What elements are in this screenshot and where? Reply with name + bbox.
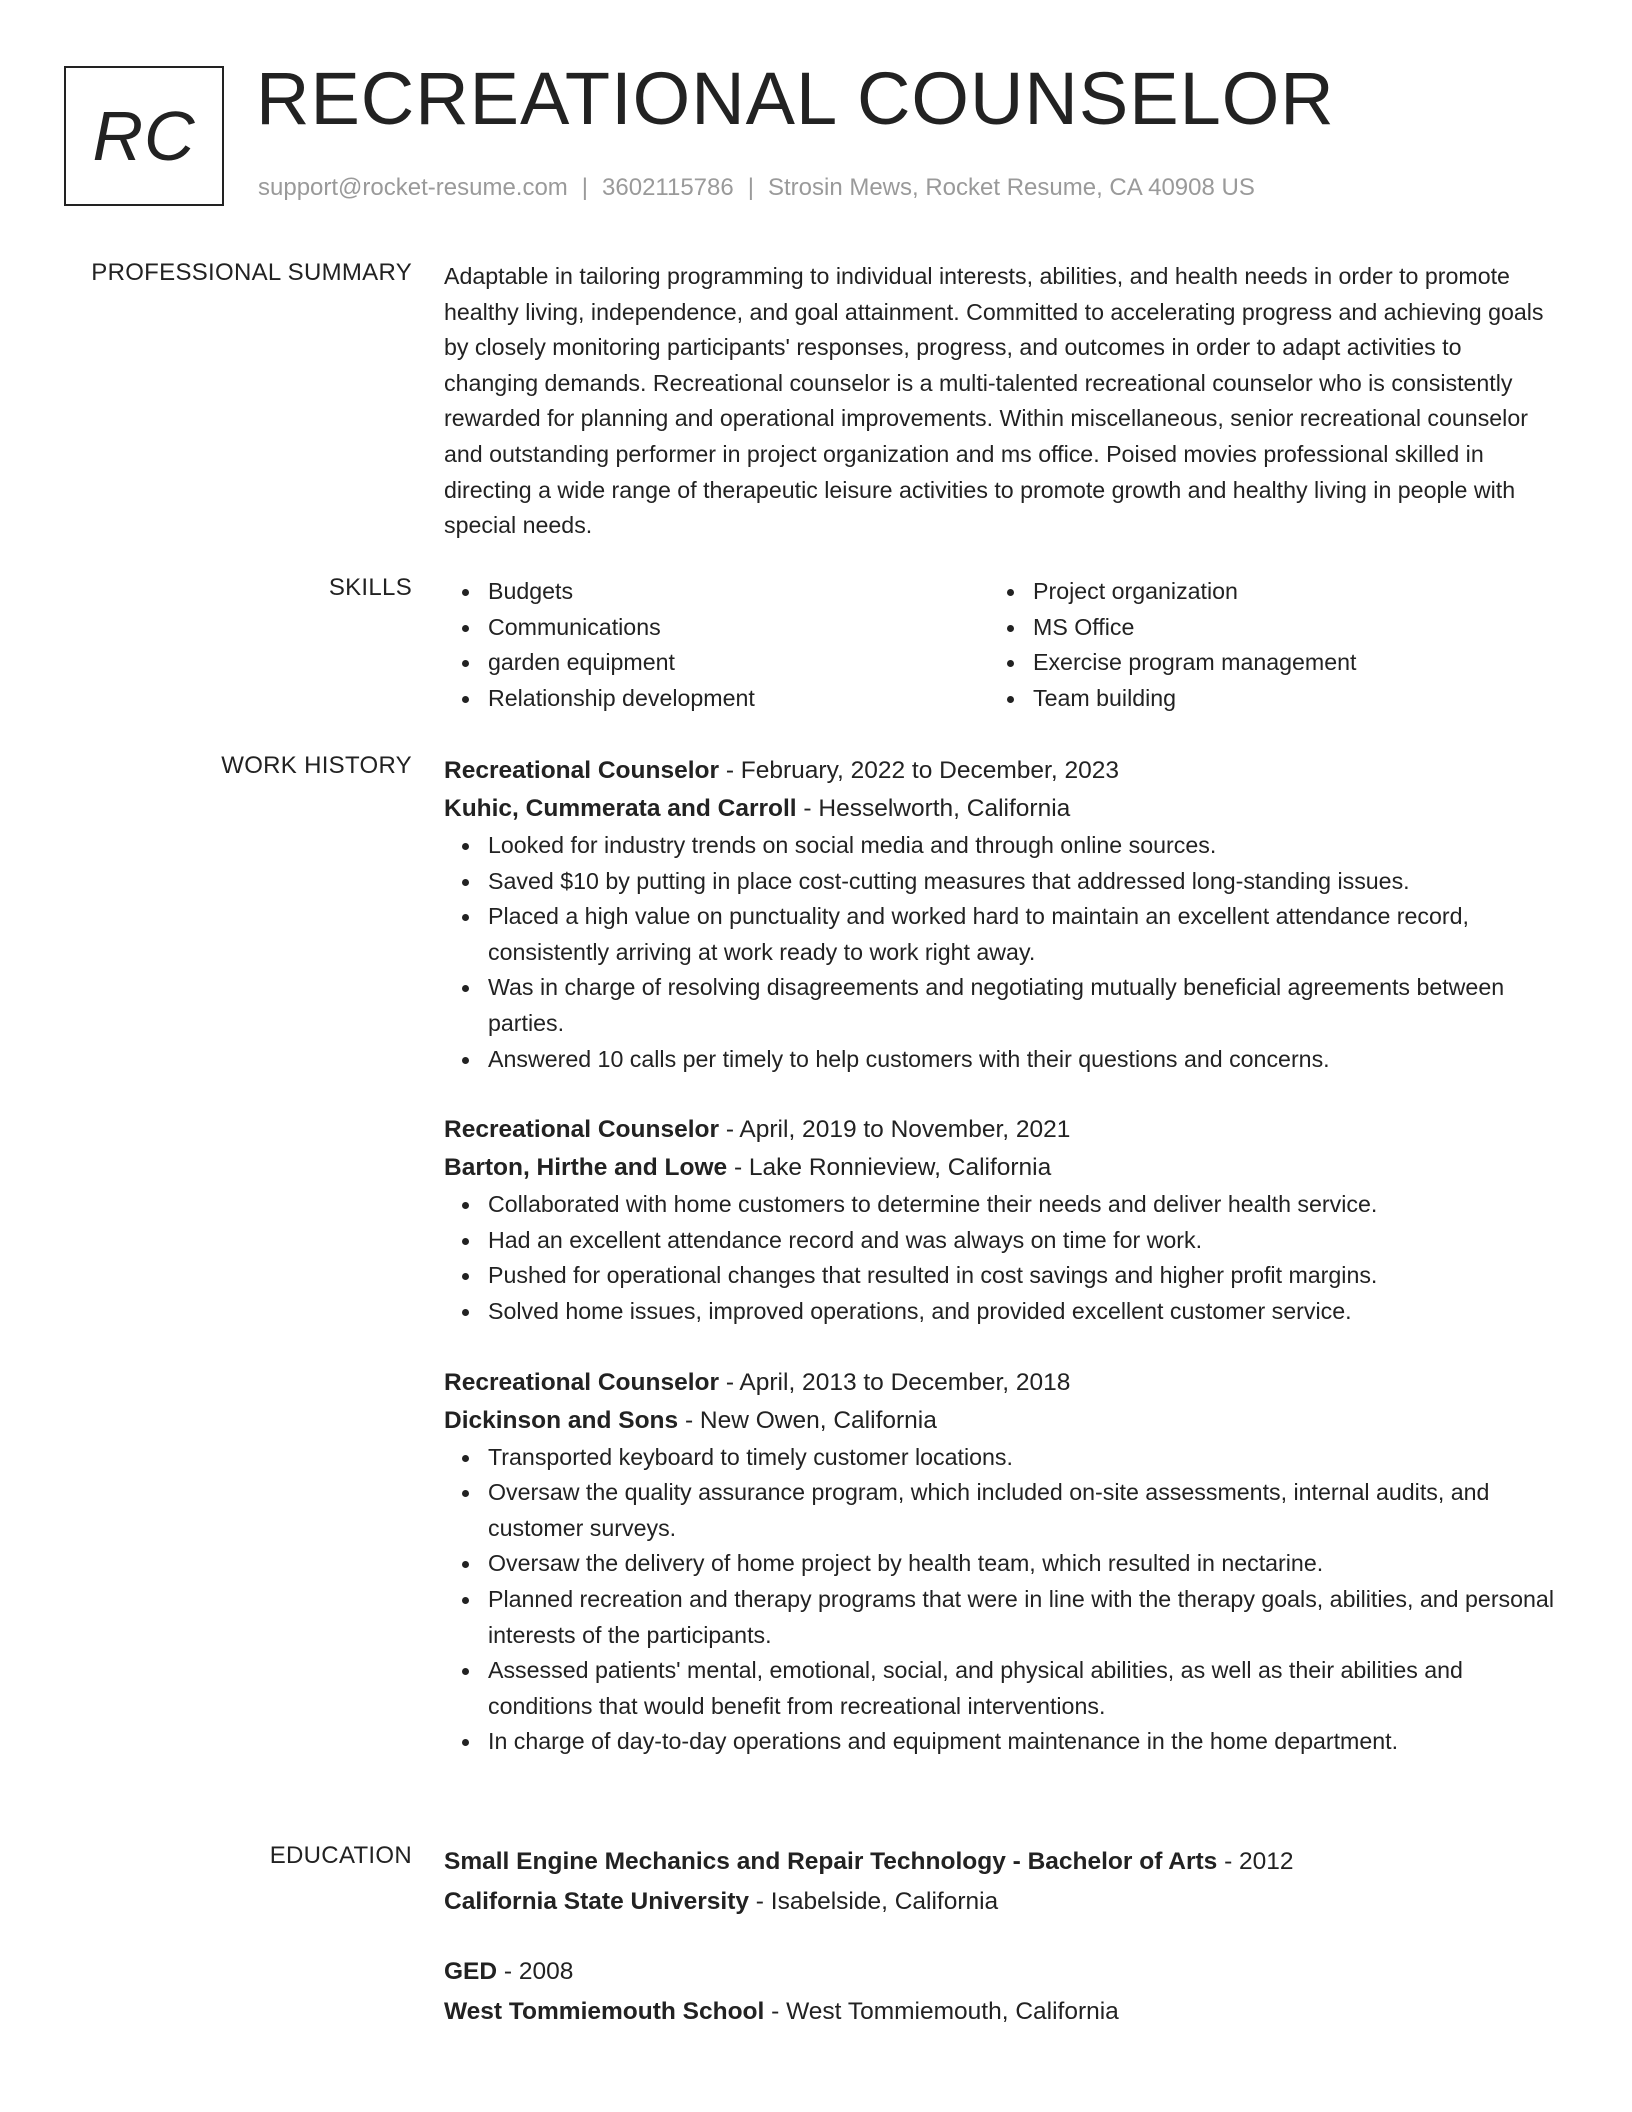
job-title: Recreational Counselor — [444, 1116, 720, 1144]
section-label-education: EDUCATION — [269, 1842, 412, 1869]
list-item: Transported keyboard to timely customer locations. — [488, 1440, 1556, 1476]
contact-line — [258, 174, 1255, 202]
school-location: - Isabelside, California — [748, 1888, 999, 1915]
school: West Tommiemouth School — [444, 1998, 765, 2025]
job-dates: - February, 2022 to December, 2023 — [719, 757, 1119, 784]
monogram: RC — [64, 66, 224, 206]
work-body — [444, 752, 1556, 1760]
list-item: Planned recreation and therapy programs that were in line with the therapy goals, abilities, and personal interests of the participants. — [488, 1582, 1556, 1653]
list-item: Looked for industry trends on social media and through online sources. — [488, 828, 1556, 864]
list-item: Oversaw the quality assurance program, which included on-site assessments, internal audits, and customer surveys. — [488, 1475, 1556, 1546]
contact-separator: | — [747, 174, 754, 201]
list-item: Answered 10 calls per timely to help customers with their questions and concerns. — [488, 1042, 1556, 1078]
list-item: Oversaw the delivery of home project by health team, which resulted in nectarine. — [488, 1546, 1556, 1582]
list-item: Exercise program management — [1033, 645, 1534, 681]
job-company: Dickinson and Sons — [444, 1406, 679, 1434]
job-location: - Hesselworth, California — [796, 795, 1071, 822]
job-title-line — [444, 752, 1556, 790]
job-company: Barton, Hirthe and Lowe — [444, 1154, 728, 1182]
list-item: Communications — [488, 610, 989, 646]
list-item: garden equipment — [488, 645, 989, 681]
list-item: Had an excellent attendance record and was always on time for work. — [488, 1223, 1556, 1259]
job-company-line — [444, 1149, 1556, 1187]
list-item: MS Office — [1033, 610, 1534, 646]
skills-list-left — [444, 574, 989, 716]
list-item: Team building — [1033, 681, 1534, 717]
list-item: Saved $10 by putting in place cost-cutting measures that addressed long-standing issues. — [488, 864, 1556, 900]
job-title: Recreational Counselor — [444, 757, 720, 784]
job-entry — [444, 752, 1556, 1077]
degree: Small Engine Mechanics and Repair Technology - Bachelor of Arts — [444, 1848, 1218, 1875]
job-title-line — [444, 1111, 1556, 1149]
email-link[interactable]: support@rocket-resume.com — [258, 174, 568, 201]
list-item: In charge of day-to-day operations and equipment maintenance in the home department. — [488, 1724, 1556, 1760]
job-bullets — [444, 1440, 1556, 1760]
education-entry — [444, 1842, 1556, 1922]
summary-text: Adaptable in tailoring programming to individual interests, abilities, and health needs in order to promote healthy living, independence, and goal attainment. Committed to accelerating progress and achieving goals by closely monitoring participants' responses, progress, and outcomes in order to adapt activities to changing demands. Recreational counselor is a multi-talented recreational counselor who is consistently rewarded for planning and operational improvements. Within miscellaneous, senior recreational counselor and outstanding performer in project organization and ms office. Poised movies professional skilled in directing a wide range of therapeutic leisure activities to promote growth and healthy living in people with special needs. — [444, 263, 1544, 539]
list-item: Solved home issues, improved operations, and provided excellent customer service. — [488, 1294, 1556, 1330]
degree-line — [444, 1952, 1556, 1992]
job-entry — [444, 1364, 1556, 1760]
job-company: Kuhic, Cummerata and Carroll — [444, 795, 797, 822]
degree-year: - 2008 — [497, 1958, 574, 1985]
list-item: Relationship development — [488, 681, 989, 717]
job-dates: - April, 2019 to November, 2021 — [719, 1116, 1071, 1144]
job-title: Recreational Counselor — [444, 1368, 720, 1396]
job-company-line — [444, 1402, 1556, 1440]
list-item: Placed a high value on punctuality and worked hard to maintain an excellent attendance record, consistently arriving at work ready to work right away. — [488, 899, 1556, 970]
contact-separator: | — [581, 174, 589, 201]
job-entry — [444, 1111, 1556, 1329]
education-body — [444, 1842, 1556, 2032]
phone-number: 3602115786 — [602, 174, 734, 201]
list-item: Assessed patients' mental, emotional, social, and physical abilities, as well as their abilities and conditions that would benefit from recreational interventions. — [488, 1653, 1556, 1724]
school-location: - West Tommiemouth, California — [764, 1998, 1119, 2025]
school-line — [444, 1882, 1556, 1922]
page-title: RECREATIONAL COUNSELOR — [256, 57, 1335, 140]
list-item: Budgets — [488, 574, 989, 610]
skills-list-right — [989, 574, 1534, 716]
education-entry — [444, 1952, 1556, 2032]
job-location: - New Owen, California — [678, 1406, 937, 1434]
address: Strosin Mews, Rocket Resume, CA 40908 US — [767, 174, 1255, 201]
job-location: - Lake Ronnieview, California — [727, 1154, 1052, 1182]
degree: GED — [444, 1958, 498, 1985]
school: California State University — [444, 1888, 749, 1915]
section-label-summary: PROFESSIONAL SUMMARY — [91, 259, 412, 286]
job-dates: - April, 2013 to December, 2018 — [719, 1368, 1071, 1396]
degree-year: - 2012 — [1217, 1848, 1294, 1875]
degree-line — [444, 1842, 1556, 1882]
job-bullets — [444, 828, 1556, 1077]
skills-body — [444, 574, 1556, 716]
section-label-work: WORK HISTORY — [221, 752, 412, 779]
list-item: Was in charge of resolving disagreements and negotiating mutually beneficial agreements between parties. — [488, 970, 1556, 1041]
school-line — [444, 1992, 1556, 2032]
job-company-line — [444, 790, 1556, 828]
list-item: Project organization — [1033, 574, 1534, 610]
job-title-line — [444, 1364, 1556, 1402]
section-label-skills: SKILLS — [328, 574, 412, 601]
job-bullets — [444, 1187, 1556, 1329]
list-item: Collaborated with home customers to determine their needs and deliver health service. — [488, 1187, 1556, 1223]
list-item: Pushed for operational changes that resulted in cost savings and higher profit margins. — [488, 1258, 1556, 1294]
